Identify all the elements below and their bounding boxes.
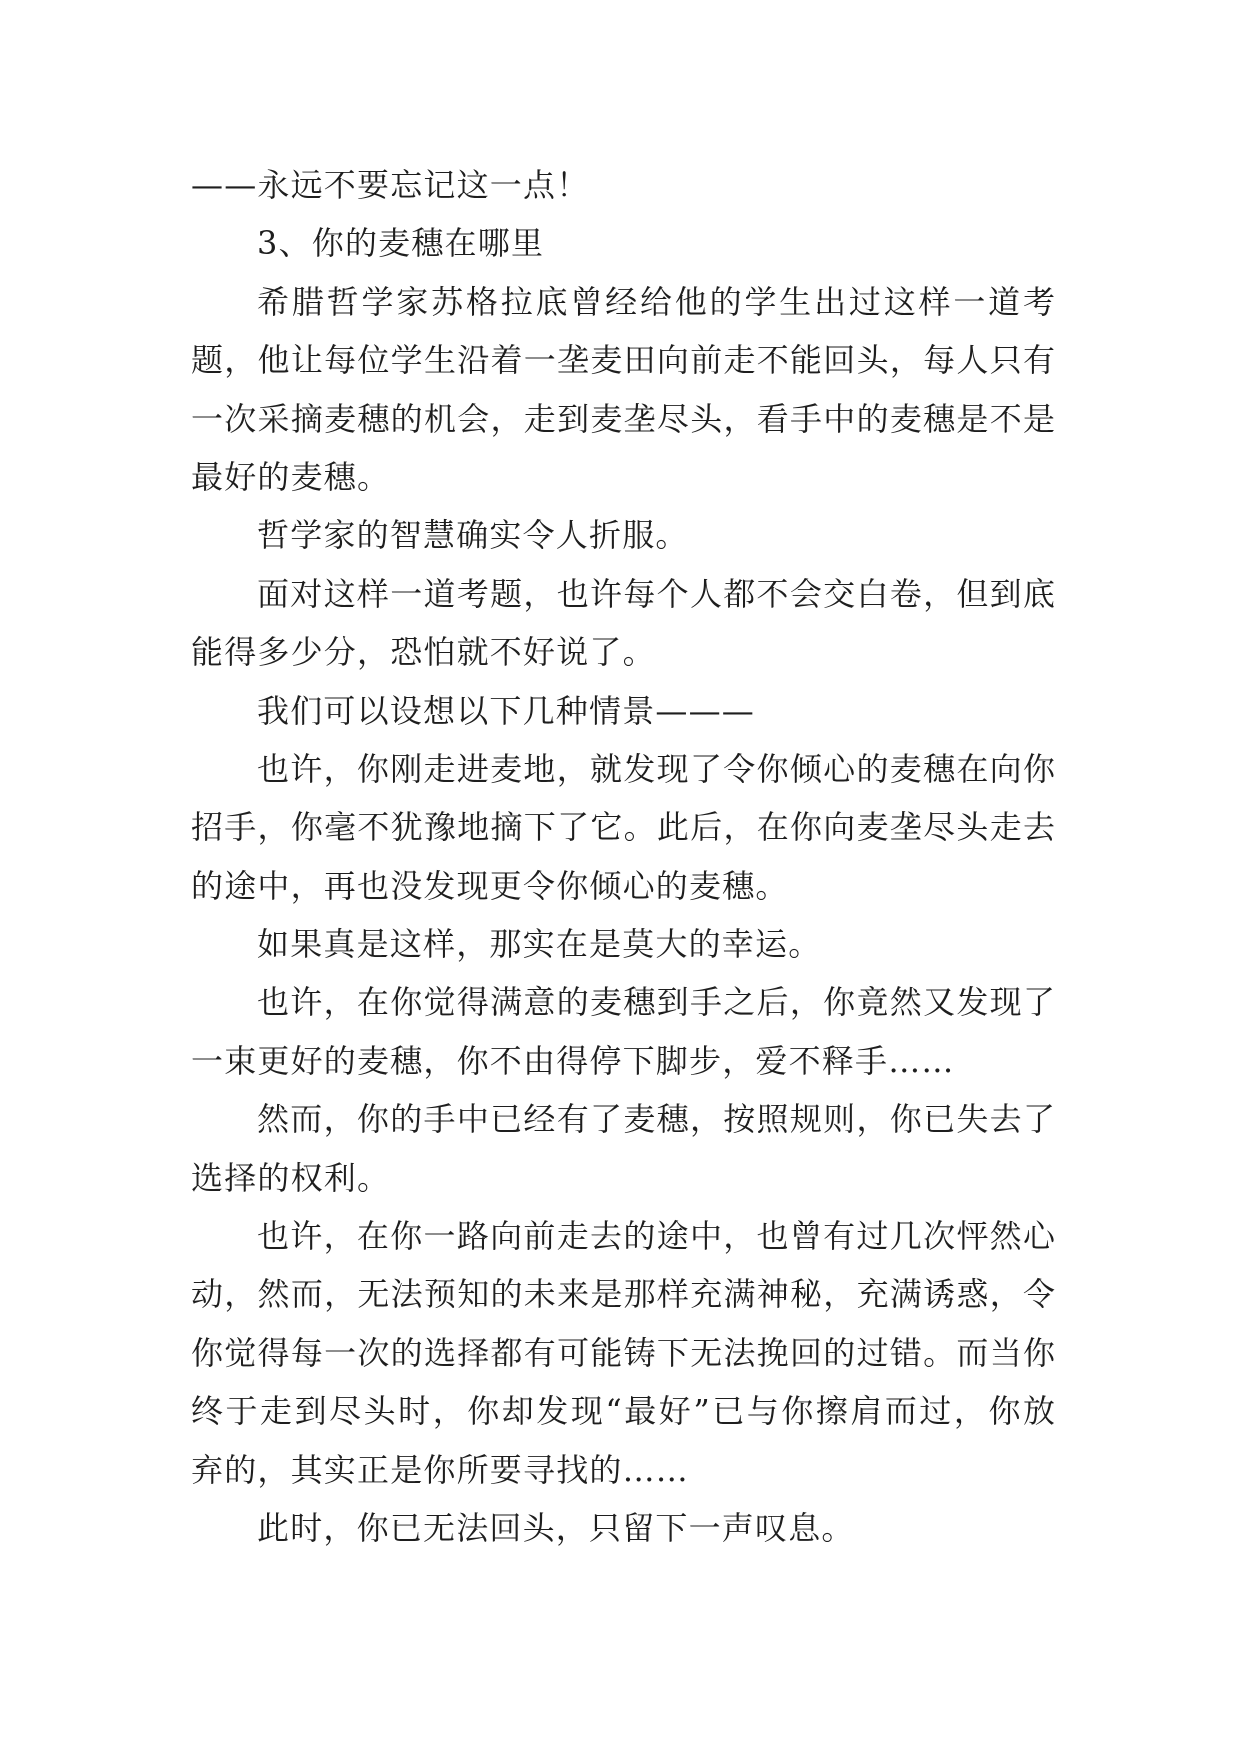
document-body <box>191 156 1055 1557</box>
paragraph <box>191 973 1055 1090</box>
text-line: ——永远不要忘记这一点！ <box>191 166 590 204</box>
text-line: 面对这样一道考题，也许每个人都不会交白卷，但到底 <box>257 574 1055 613</box>
text-line: 题，他让每位学生沿着一垄麦田向前走不能回头，每人只有 <box>191 341 1055 380</box>
text-line: 一束更好的麦穗，你不由得停下脚步，爱不释手…… <box>191 1041 955 1080</box>
text-line: 能得多少分，恐怕就不好说了。 <box>191 633 656 672</box>
text-line: 弃的，其实正是你所要寻找的…… <box>191 1450 690 1489</box>
paragraph <box>191 1499 1055 1557</box>
paragraph <box>191 915 1055 973</box>
text-line: 此时，你已无法回头，只留下一声叹息。 <box>257 1508 855 1547</box>
text-line: 如果真是这样，那实在是莫大的幸运。 <box>257 925 822 964</box>
text-line: 我们可以设想以下几种情景——— <box>257 691 756 730</box>
section-heading-text: 3、你的麦穗在哪里 <box>257 224 545 263</box>
paragraph <box>191 1207 1055 1499</box>
text-line: 哲学家的智慧确实令人折服。 <box>257 516 689 555</box>
text-line: 然而，你的手中已经有了麦穗，按照规则，你已失去了 <box>257 1100 1055 1139</box>
text-line: 也许，你刚走进麦地，就发现了令你倾心的麦穗在向你 <box>257 749 1055 788</box>
paragraph <box>191 565 1055 682</box>
text-line: 终于走到尽头时，你却发现“最好”已与你擦肩而过，你放 <box>191 1392 1055 1431</box>
text-line: 一次采摘麦穗的机会，走到麦垄尽头，看手中的麦穗是不是 <box>191 399 1055 438</box>
text-line: 最好的麦穗。 <box>191 457 391 496</box>
text-line: 你觉得每一次的选择都有可能铸下无法挽回的过错。而当你 <box>191 1333 1055 1372</box>
text-line: 也许，在你觉得满意的麦穗到手之后，你竟然又发现了 <box>257 983 1055 1022</box>
text-line: 选择的权利。 <box>191 1158 391 1197</box>
text-line: 也许，在你一路向前走去的途中，也曾有过几次怦然心 <box>257 1217 1055 1256</box>
paragraph <box>191 740 1055 915</box>
paragraph <box>191 1090 1055 1207</box>
paragraph <box>191 506 1055 564</box>
text-line: 招手，你毫不犹豫地摘下了它。此后，在你向麦垄尽头走去 <box>191 808 1055 847</box>
paragraph <box>191 156 1055 214</box>
section-heading <box>191 214 1055 272</box>
paragraph <box>191 682 1055 740</box>
text-line: 动，然而，无法预知的未来是那样充满神秘，充满诱惑，令 <box>191 1275 1055 1314</box>
paragraph <box>191 273 1055 507</box>
text-line: 希腊哲学家苏格拉底曾经给他的学生出过这样一道考 <box>257 282 1055 321</box>
text-line: 的途中，再也没发现更令你倾心的麦穗。 <box>191 866 789 905</box>
